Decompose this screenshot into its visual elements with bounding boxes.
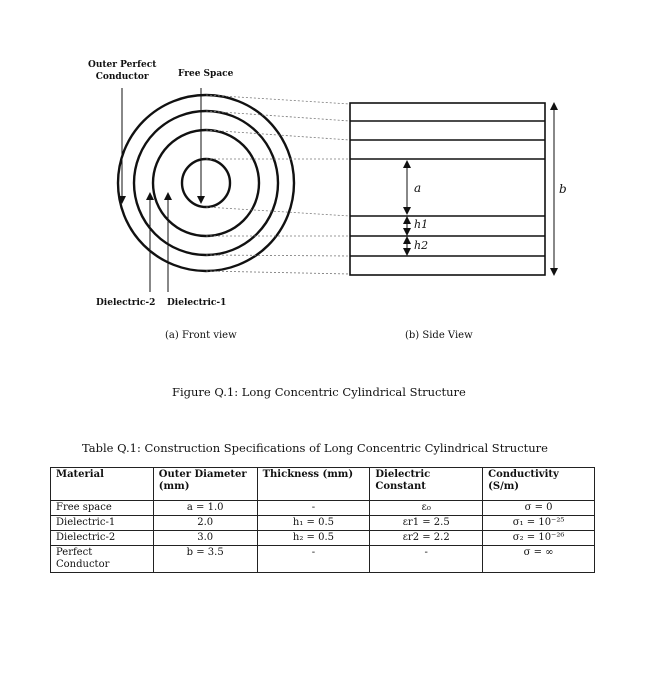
cell-material: Dielectric-1: [51, 516, 154, 531]
table-header-row: [51, 468, 595, 501]
cell-diameter: 3.0: [153, 531, 257, 546]
cell-material: Perfect Conductor: [51, 546, 154, 573]
cell-conductivity: σ = 0: [483, 501, 595, 516]
cell-diameter: 2.0: [153, 516, 257, 531]
dimension-arrows: [407, 106, 554, 272]
cell-conductivity: σ = ∞: [483, 546, 595, 573]
table-row: [51, 516, 595, 531]
cell-material: Free space: [51, 501, 154, 516]
dim-b-label: b: [559, 182, 567, 196]
dim-h1-label: h1: [414, 218, 429, 231]
cell-dielectric: -: [370, 546, 483, 573]
dim-h2-label: h2: [414, 239, 429, 252]
header-dielectric-constant: Dielectric Constant: [370, 468, 483, 501]
cell-thickness: h₂ = 0.5: [257, 531, 370, 546]
free-space-label: Free Space: [178, 69, 234, 79]
side-view-caption: (b) Side View: [405, 330, 473, 341]
figure-caption: Figure Q.1: Long Concentric Cylindrical Structure: [172, 385, 466, 399]
cell-dielectric: εr2 = 2.2: [370, 531, 483, 546]
outer-conductor-label: Outer Perfect Conductor: [88, 60, 157, 82]
cell-conductivity: σ₂ = 10⁻²⁶: [483, 531, 595, 546]
cell-dielectric: εr1 = 2.5: [370, 516, 483, 531]
cell-dielectric: ε₀: [370, 501, 483, 516]
cell-thickness: -: [257, 501, 370, 516]
dielectric-2-label: Dielectric-2: [96, 298, 156, 308]
cell-material: Dielectric-2: [51, 531, 154, 546]
cell-conductivity: σ₁ = 10⁻²⁵: [483, 516, 595, 531]
table-row: [51, 501, 595, 516]
dielectric-2-circle: [134, 111, 278, 255]
header-thickness: Thickness (mm): [257, 468, 370, 501]
table-row: [51, 531, 595, 546]
cell-diameter: b = 3.5: [153, 546, 257, 573]
side-view: [350, 103, 545, 275]
outer-conductor-circle: [118, 95, 294, 271]
cell-diameter: a = 1.0: [153, 501, 257, 516]
specification-table: [50, 467, 595, 573]
dielectric-1-circle: [153, 130, 259, 236]
free-space-circle: [182, 159, 230, 207]
front-view-circles: [118, 95, 294, 271]
cell-thickness: h₁ = 0.5: [257, 516, 370, 531]
header-outer-diameter: Outer Diameter (mm): [153, 468, 257, 501]
table-row: [51, 546, 595, 573]
table-title: Table Q.1: Construction Specifications of Long Concentric Cylindrical Structure: [82, 441, 548, 455]
cell-thickness: -: [257, 546, 370, 573]
header-conductivity: Conductivity (S/m): [483, 468, 595, 501]
dim-a-label: a: [414, 181, 422, 195]
header-material: Material: [51, 468, 154, 501]
front-view-caption: (a) Front view: [165, 330, 237, 341]
dielectric-1-label: Dielectric-1: [167, 298, 227, 308]
